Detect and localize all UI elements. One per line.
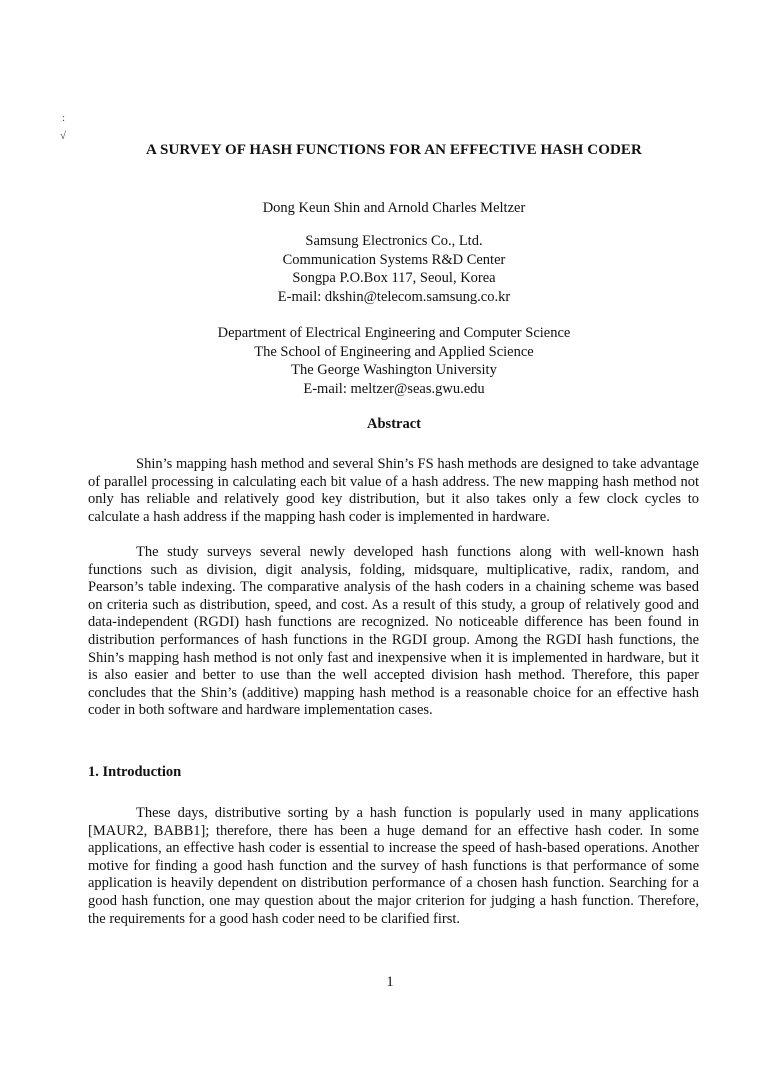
- author-names: Dong Keun Shin and Arnold Charles Meltzer: [262, 200, 526, 216]
- affiliation-email: E-mail: dkshin@telecom.samsung.co.kr: [277, 288, 511, 305]
- abstract-heading: Abstract: [367, 416, 421, 432]
- affiliation-gwu: [0, 324, 760, 398]
- abstract-text: Shin’s mapping hash method and several Shin’s FS hash methods are designed to take advantage of parallel processing in calculating each bit value of a hash address. The new mapping hash method not only has reliable and relatively good key distribution, but it also takes only a few clock cycles to calculate a hash address if the mapping hash coder is implemented in hardware.: [88, 456, 699, 525]
- affiliation-email: E-mail: meltzer@seas.gwu.edu: [303, 380, 485, 397]
- paper-title: A SURVEY OF HASH FUNCTIONS FOR AN EFFECTIVE HASH CODER: [146, 142, 642, 158]
- margin-mark-colon: :: [62, 112, 66, 124]
- abstract-text: The study surveys several newly developed hash functions along with well-known hash functions such as division, digit analysis, folding, midsquare, multiplicative, radix, random, and Pearson’s table indexing. The comparative analysis of the hash coders in a chaining scheme was based on criteria such as distribution, speed, and cost. As a result of this study, a group of relatively good and data-independent (RGDI) hash functions are recognized. No noticeable difference has been found in distribution performances of hash functions in the RGDI group. Among the RGDI hash functions, the Shin’s mapping hash method is not only fast and inexpensive when it is implemented in hardware, but it is also easier and better to use than the well accepted division hash method. Therefore, this paper concludes that the Shin’s (additive) mapping hash method is a reasonable choice for an effective hash coder in both software and hardware implementation cases.: [88, 544, 699, 719]
- affiliation-line: Songpa P.O.Box 117, Seoul, Korea: [292, 270, 496, 286]
- abstract-paragraph-2: [88, 544, 699, 720]
- affiliation-line: The George Washington University: [291, 362, 497, 378]
- affiliation-line: The School of Engineering and Applied Science: [254, 343, 534, 360]
- affiliation-line: Communication Systems R&D Center: [282, 251, 506, 268]
- page-number: 1: [386, 974, 394, 990]
- section-heading-introduction: 1. Introduction: [88, 764, 182, 780]
- affiliation-line: Samsung Electronics Co., Ltd.: [305, 233, 483, 249]
- margin-mark-check: √: [60, 130, 67, 142]
- affiliation-samsung: [0, 232, 760, 306]
- intro-paragraph: [88, 805, 699, 928]
- abstract-paragraph-1: [88, 456, 699, 526]
- affiliation-line: Department of Electrical Engineering and Computer Science: [217, 325, 571, 341]
- intro-text: These days, distributive sorting by a hash function is popularly used in many applications [MAUR2, BABB1]; therefore, there has been a huge demand for an effective hash coder. In some applications, an effective hash coder is essential to increase the speed of hash-based operations. Another motive for finding a good hash function and the survey of hash functions is that performance of some application is heavily dependent on distribution performance of a chosen hash function. Searching for a good hash function, one may question about the major criterion for judging a hash function. Therefore, the requirements for a good hash coder need to be clarified first.: [88, 805, 699, 927]
